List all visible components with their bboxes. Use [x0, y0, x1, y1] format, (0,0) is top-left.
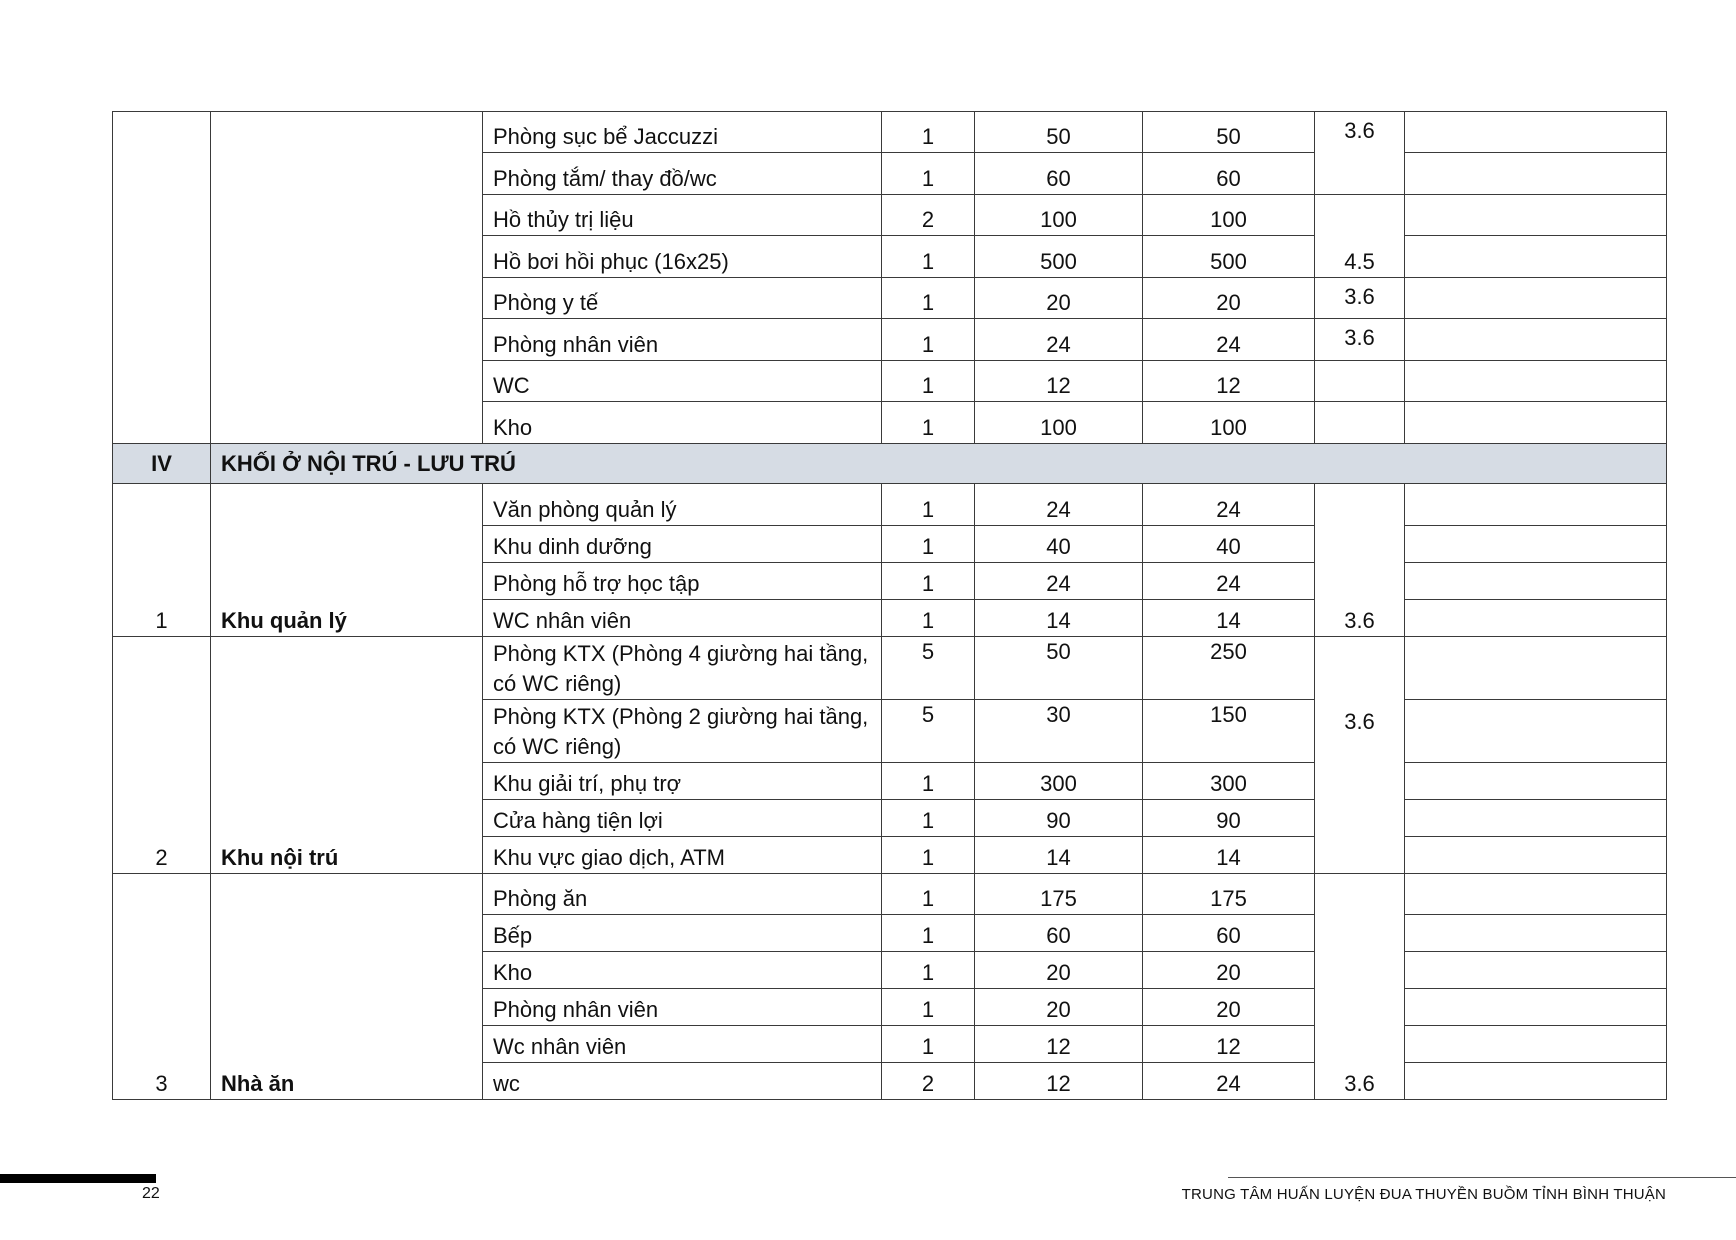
- room-name: Phòng KTX (Phòng 2 giường hai tầng, có WC riêng): [483, 700, 882, 763]
- room-qty: 1: [882, 837, 975, 874]
- note-cell: [1405, 236, 1667, 278]
- note-cell: [1405, 402, 1667, 444]
- note-cell: [1405, 837, 1667, 874]
- table-row: [113, 637, 1667, 700]
- room-name: Phòng nhân viên: [483, 989, 882, 1026]
- room-qty: 1: [882, 952, 975, 989]
- room-name: Hồ bơi hồi phục (16x25): [483, 236, 882, 278]
- room-qty: 1: [882, 319, 975, 361]
- room-name: Phòng ăn: [483, 874, 882, 915]
- room-area: 50: [975, 637, 1143, 700]
- room-qty: 1: [882, 989, 975, 1026]
- note-cell: [1405, 278, 1667, 319]
- room-area: 50: [975, 112, 1143, 153]
- room-name: Khu vực giao dịch, ATM: [483, 837, 882, 874]
- room-name: Cửa hàng tiện lợi: [483, 800, 882, 837]
- room-name: Phòng sục bể Jaccuzzi: [483, 112, 882, 153]
- room-name: Phòng KTX (Phòng 4 giường hai tầng, có WC riêng): [483, 637, 882, 700]
- room-area: 175: [975, 874, 1143, 915]
- room-total: 175: [1143, 874, 1315, 915]
- ceiling-height: 3.6: [1315, 874, 1405, 1100]
- room-total: 14: [1143, 600, 1315, 637]
- room-name: Wc nhân viên: [483, 1026, 882, 1063]
- footer-organization: TRUNG TÂM HUẤN LUYỆN ĐUA THUYỀN BUỒM TỈNH BÌNH THUẬN: [1181, 1186, 1666, 1203]
- room-qty: 1: [882, 563, 975, 600]
- room-qty: 1: [882, 153, 975, 195]
- note-cell: [1405, 319, 1667, 361]
- note-cell: [1405, 989, 1667, 1026]
- room-qty: 5: [882, 700, 975, 763]
- room-area: 14: [975, 600, 1143, 637]
- room-name: Phòng hỗ trợ học tập: [483, 563, 882, 600]
- room-area: 24: [975, 563, 1143, 600]
- room-area: 12: [975, 1026, 1143, 1063]
- room-total: 150: [1143, 700, 1315, 763]
- room-name: Khu giải trí, phụ trợ: [483, 763, 882, 800]
- room-total: 90: [1143, 800, 1315, 837]
- program-table: [112, 111, 1667, 1100]
- room-name: Văn phòng quản lý: [483, 484, 882, 526]
- room-name: Kho: [483, 952, 882, 989]
- room-area: 14: [975, 837, 1143, 874]
- note-cell: [1405, 637, 1667, 700]
- room-total: 300: [1143, 763, 1315, 800]
- room-area: 20: [975, 989, 1143, 1026]
- room-total: 24: [1143, 319, 1315, 361]
- room-qty: 1: [882, 112, 975, 153]
- room-total: 12: [1143, 361, 1315, 402]
- footer-divider: [1228, 1177, 1736, 1178]
- room-name: Bếp: [483, 915, 882, 952]
- room-total: 50: [1143, 112, 1315, 153]
- room-area: 90: [975, 800, 1143, 837]
- ceiling-height: 3.6: [1315, 637, 1405, 874]
- note-cell: [1405, 484, 1667, 526]
- note-cell: [1405, 874, 1667, 915]
- note-cell: [1405, 563, 1667, 600]
- room-name: Khu dinh dưỡng: [483, 526, 882, 563]
- room-total: 20: [1143, 278, 1315, 319]
- note-cell: [1405, 195, 1667, 236]
- room-total: 24: [1143, 563, 1315, 600]
- group-number: 1: [113, 484, 211, 637]
- room-qty: 1: [882, 915, 975, 952]
- room-qty: 5: [882, 637, 975, 700]
- table-row: [113, 484, 1667, 526]
- room-qty: 2: [882, 195, 975, 236]
- ceiling-height: 3.6: [1315, 484, 1405, 637]
- section-row: [113, 444, 1667, 484]
- room-name: Kho: [483, 402, 882, 444]
- zone-cell: [211, 112, 483, 444]
- note-cell: [1405, 1026, 1667, 1063]
- room-total: 250: [1143, 637, 1315, 700]
- note-cell: [1405, 153, 1667, 195]
- note-cell: [1405, 800, 1667, 837]
- room-total: 60: [1143, 153, 1315, 195]
- room-total: 100: [1143, 402, 1315, 444]
- room-name: Hồ thủy trị liệu: [483, 195, 882, 236]
- room-qty: 1: [882, 600, 975, 637]
- room-name: WC: [483, 361, 882, 402]
- room-name: wc: [483, 1063, 882, 1100]
- room-area: 20: [975, 952, 1143, 989]
- room-name: WC nhân viên: [483, 600, 882, 637]
- room-area: 12: [975, 361, 1143, 402]
- room-area: 60: [975, 915, 1143, 952]
- room-area: 500: [975, 236, 1143, 278]
- note-cell: [1405, 112, 1667, 153]
- room-area: 30: [975, 700, 1143, 763]
- room-total: 500: [1143, 236, 1315, 278]
- ceiling-height: 4.5: [1315, 195, 1405, 278]
- group-name: Khu nội trú: [211, 637, 483, 874]
- footer-bar: [0, 1174, 156, 1183]
- room-area: 60: [975, 153, 1143, 195]
- group-name: Khu quản lý: [211, 484, 483, 637]
- room-total: 24: [1143, 1063, 1315, 1100]
- room-qty: 1: [882, 361, 975, 402]
- room-qty: 2: [882, 1063, 975, 1100]
- room-area: 24: [975, 484, 1143, 526]
- section-title: KHỐI Ở NỘI TRÚ - LƯU TRÚ: [211, 444, 1667, 484]
- group-name: Nhà ăn: [211, 874, 483, 1100]
- room-qty: 1: [882, 763, 975, 800]
- room-qty: 1: [882, 800, 975, 837]
- room-qty: 1: [882, 402, 975, 444]
- ceiling-height: [1315, 361, 1405, 402]
- note-cell: [1405, 526, 1667, 563]
- room-name: Phòng y tế: [483, 278, 882, 319]
- room-area: 100: [975, 402, 1143, 444]
- room-total: 40: [1143, 526, 1315, 563]
- room-total: 60: [1143, 915, 1315, 952]
- room-total: 24: [1143, 484, 1315, 526]
- room-area: 20: [975, 278, 1143, 319]
- ceiling-height: 3.6: [1315, 319, 1405, 361]
- room-area: 300: [975, 763, 1143, 800]
- room-qty: 1: [882, 236, 975, 278]
- ceiling-height: 3.6: [1315, 278, 1405, 319]
- room-area: 40: [975, 526, 1143, 563]
- note-cell: [1405, 763, 1667, 800]
- group-number: 2: [113, 637, 211, 874]
- table-row: [113, 112, 1667, 153]
- room-area: 100: [975, 195, 1143, 236]
- ceiling-height: 3.6: [1315, 112, 1405, 195]
- room-area: 12: [975, 1063, 1143, 1100]
- room-total: 20: [1143, 989, 1315, 1026]
- room-total: 12: [1143, 1026, 1315, 1063]
- room-area: 24: [975, 319, 1143, 361]
- room-total: 100: [1143, 195, 1315, 236]
- section-number: IV: [113, 444, 211, 484]
- note-cell: [1405, 1063, 1667, 1100]
- note-cell: [1405, 361, 1667, 402]
- note-cell: [1405, 952, 1667, 989]
- note-cell: [1405, 700, 1667, 763]
- room-name: Phòng tắm/ thay đồ/wc: [483, 153, 882, 195]
- note-cell: [1405, 600, 1667, 637]
- room-qty: 1: [882, 1026, 975, 1063]
- room-qty: 1: [882, 484, 975, 526]
- ceiling-height: [1315, 402, 1405, 444]
- stt-cell: [113, 112, 211, 444]
- room-total: 14: [1143, 837, 1315, 874]
- group-number: 3: [113, 874, 211, 1100]
- room-qty: 1: [882, 278, 975, 319]
- room-name: Phòng nhân viên: [483, 319, 882, 361]
- note-cell: [1405, 915, 1667, 952]
- page-number: 22: [142, 1185, 160, 1202]
- table-row: [113, 874, 1667, 915]
- room-qty: 1: [882, 874, 975, 915]
- room-qty: 1: [882, 526, 975, 563]
- room-total: 20: [1143, 952, 1315, 989]
